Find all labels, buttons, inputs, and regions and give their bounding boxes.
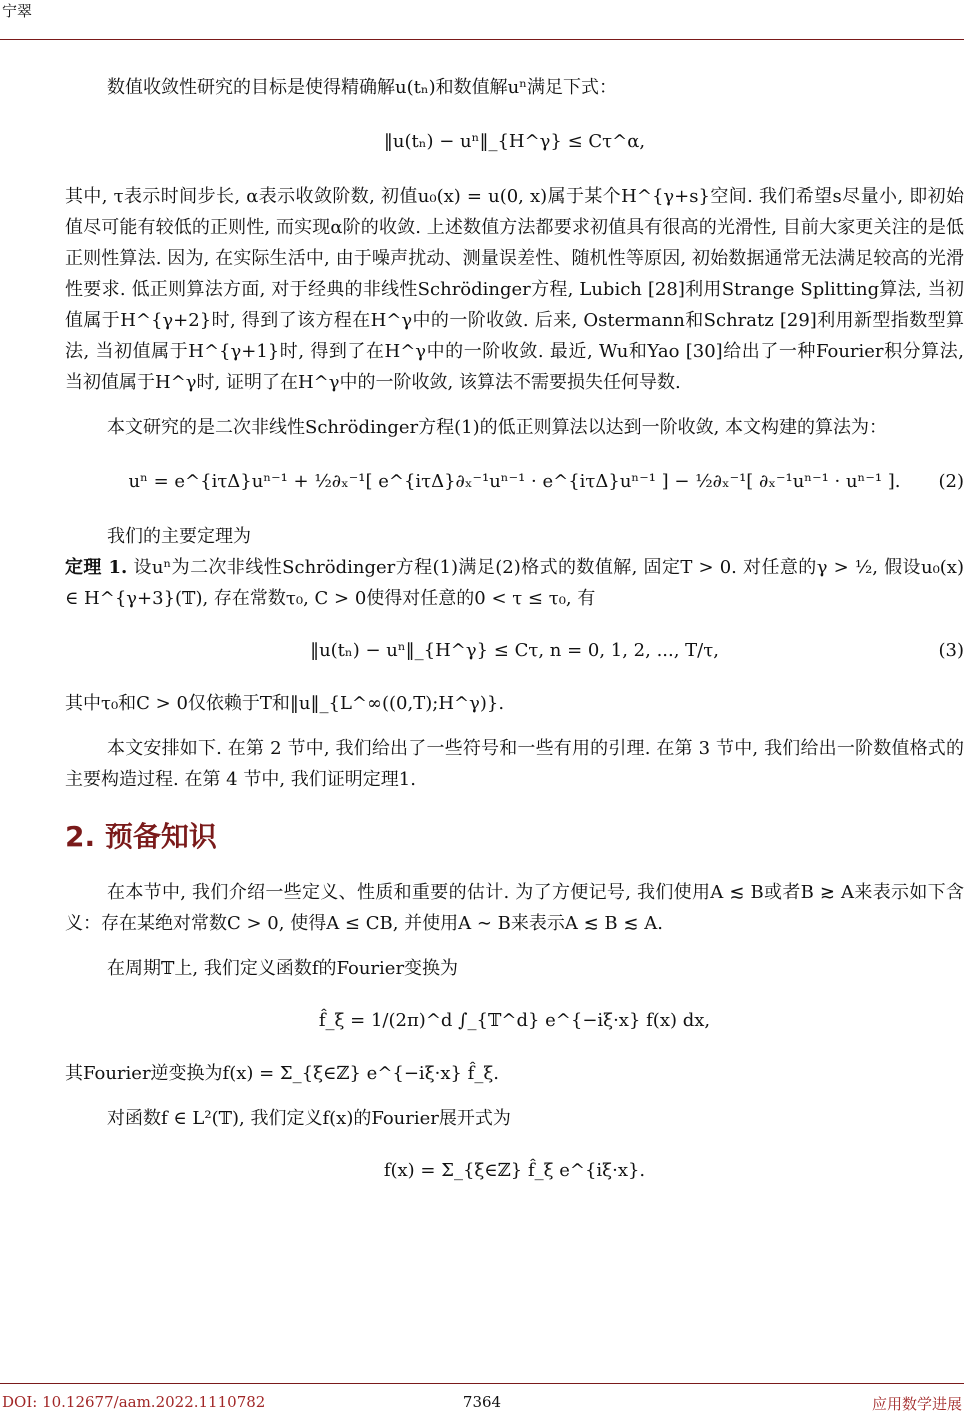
theorem-label: 定理 1. [65,557,128,578]
paragraph-fourier-def: 在周期𝕋上, 我们定义函数f的Fourier变换为 [107,958,459,979]
footer-journal-name[interactable]: 应用数学进展 [871,1395,962,1413]
footer-doi-link[interactable]: DOI: 10.12677/aam.2022.1110782 [2,1393,266,1411]
equation-fourier [65,1004,964,1038]
paragraph-main-theorem-intro: 我们的主要定理为 [107,526,251,547]
equation-fourier-text: f̂_ξ = 1/(2π)^d ∫_{𝕋^d} e^{−iξ·x} f(x) dx, [318,1010,711,1031]
header-author: 宁翠 [2,2,33,20]
section-title: 2. 预备知识 [65,820,217,853]
equation-3-number: (3) [938,640,964,661]
theorem-text: 设uⁿ为二次非线性Schrödinger方程(1)满足(2)格式的数值解, 固定T > 0. 对任意的γ > ½, 假设u₀(x) ∈ H^{γ+3}(𝕋), 存在常数τ₀, C > 0使得对任意的0 < τ ≤ τ₀, 有 [65,557,964,609]
paragraph-convergence-goal: 数值收敛性研究的目标是使得精确解u(tₙ)和数值解uⁿ满足下式： [107,77,618,98]
paper-body [65,58,964,1206]
theorem-1 [65,552,964,614]
paragraph-algorithm-intro: 本文研究的是二次非线性Schrödinger方程(1)的低正则算法以达到一阶收敛, 本文构建的算法为： [107,417,888,438]
equation-3-text: ‖u(tₙ) − uⁿ‖_{H^γ} ≤ Cτ, n = 0, 1, 2, ..., T/τ, [310,640,719,661]
equation-2 [65,465,964,499]
equation-convergence [65,125,964,159]
paragraph-fourier-expansion: 对函数f ∈ L²(𝕋), 我们定义f(x)的Fourier展开式为 [107,1108,511,1129]
page-footer [0,1383,964,1414]
equation-3 [65,634,964,668]
page-header [0,0,964,40]
equation-convergence-text: ‖u(tₙ) − uⁿ‖_{H^γ} ≤ Cτ^α, [383,131,646,152]
paragraph-background: 其中, τ表示时间步长, α表示收敛阶数, 初值u₀(x) = u(0, x)属于某个H^{γ+s}空间. 我们希望s尽量小, 即初始值尽可能有较低的正则性, 而实现α阶的收敛. 上述数值方法都要求初值具有很高的光滑性, 目前大家更关注的是低正则性算法. 因为, 在实际生活中, 由于噪声扰动、测量误差性、随机性等原因, 初始数据通常无法满足较高的光滑性要求. 低正则算法方面, 对于经典的非线性Schrödinger方程, Lubich [28]利用Strange Splitting算法, 当初值属于H^{γ+2}时, 得到了该方程在H^γ中的一阶收敛. 后来, Ostermann和Schratz [29]利用新型指数型算法, 当初值属于H^{γ+1}时, 得到了在H^γ中的一阶收敛. 最近, Wu和Yao [30]给出了一种Fourier积分算法, 当初值属于H^γ时, 证明了在H^γ中的一阶收敛, 该算法不需要损失任何导数. [65,186,964,393]
footer-rule [0,1383,964,1384]
header-rule [0,39,964,40]
paragraph-dependence: 其中τ₀和C > 0仅依赖于T和‖u‖_{L^∞((0,T);H^γ)}. [65,693,505,714]
paragraph-outline: 本文安排如下. 在第 2 节中, 我们给出了一些符号和一些有用的引理. 在第 3 节中, 我们给出一阶数值格式的主要构造过程. 在第 4 节中, 我们证明定理1. [65,738,964,790]
paragraph-notation: 在本节中, 我们介绍一些定义、性质和重要的估计. 为了方便记号, 我们使用A ≲ B或者B ≳ A来表示如下含义：存在某绝对常数C > 0, 使得A ≤ CB, 并使用A ∼ B来表示A ≲ B ≲ A. [65,882,964,934]
paragraph-inverse-fourier: 其Fourier逆变换为f(x) = Σ_{ξ∈ℤ} e^{−iξ·x} f̂_ξ. [65,1063,499,1084]
equation-2-number: (2) [938,471,964,492]
equation-expansion [65,1154,964,1188]
footer-page-number: 7364 [462,1393,502,1411]
equation-expansion-text: f(x) = Σ_{ξ∈ℤ} f̂_ξ e^{iξ·x}. [383,1160,646,1181]
equation-2-text: uⁿ = e^{iτΔ}uⁿ⁻¹ + ½∂ₓ⁻¹[ e^{iτΔ}∂ₓ⁻¹uⁿ⁻¹ · e^{iτΔ}uⁿ⁻¹ ] − ½∂ₓ⁻¹[ ∂ₓ⁻¹uⁿ⁻¹ · uⁿ⁻¹ ]. [128,471,901,492]
